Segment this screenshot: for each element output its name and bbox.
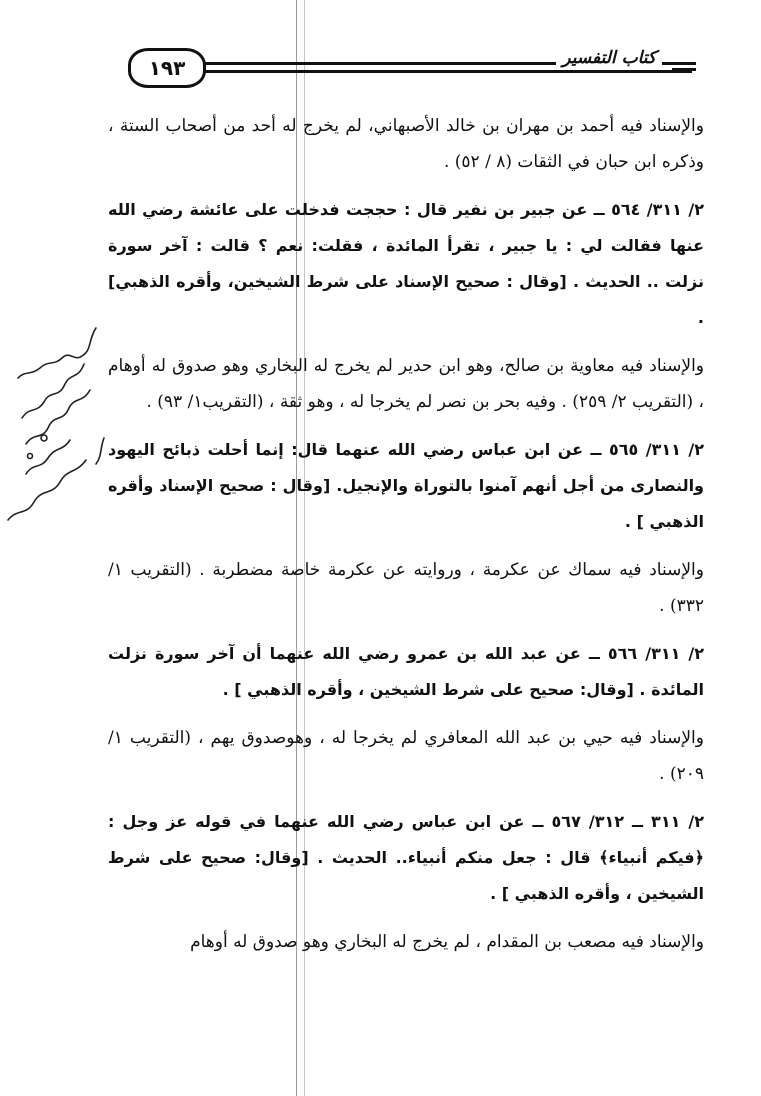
paragraph: والإسناد فيه أحمد بن مهران بن خالد الأصبهاني، لم يخرج له أحد من أصحاب الستة ، وذكره ابن حبان في الثقات (٨ / ٥٢) . — [108, 116, 704, 172]
paragraph: والإسناد فيه معاوية بن صالح، وهو ابن حدير لم يخرج له البخاري وهو صدوق له أوهام ، (التقريب ٢/ ٢٥٩) . وفيه بحر بن نصر لم يخرجا له ، وهو ثقة ، (التقريب١/ ٩٣) . — [108, 356, 705, 412]
paragraph: والإسناد فيه حيي بن عبد الله المعافري لم يخرجا له ، وهوصدوق يهم ، (التقريب ١/ ٢٠٩) . — [108, 728, 704, 784]
hadith-entry: ٢/ ٣١١ ــ ٣١٢/ ٥٦٧ ــ عن ابن عباس رضي الله عنهما في قوله عز وجل : ﴿فيكم أنبياء﴾ قال : جعل منكم أنبياء.. الحديث . [وقال: صحيح على شرط الشيخين ، وأقره الذهبي ] . — [108, 812, 704, 903]
book-title: كتاب التفسير — [556, 48, 662, 68]
hadith-entry: ٢/ ٣١١/ ٥٦٦ ــ عن عبد الله بن عمرو رضي الله عنهما أن آخر سورة نزلت المائدة . [وقال: صحيح على شرط الشيخين ، وأقره الذهبي ] . — [108, 644, 705, 699]
paragraph: والإسناد فيه سماك عن عكرمة ، وروايته عن عكرمة خاصة مضطربة . (التقريب ١/ ٣٣٢) . — [108, 560, 704, 616]
page-body — [108, 108, 704, 960]
hadith-entry: ٢/ ٣١١/ ٥٦٥ ــ عن ابن عباس رضي الله عنهما قال: إنما أحلت ذبائح اليهود والنصارى من أجل أنهم آمنوا بالتوراة والإنجيل. [وقال : صحيح الإسناد وأقره الذهبي ] . — [108, 440, 705, 531]
handwritten-margin-note — [0, 320, 108, 530]
page-number: ١٩٣ — [128, 48, 206, 88]
page-header — [108, 44, 708, 100]
paragraph: والإسناد فيه مصعب بن المقدام ، لم يخرج له البخاري وهو صدوق له أوهام — [190, 932, 704, 952]
header-rule — [178, 70, 692, 73]
header-marks — [672, 62, 696, 76]
handwriting-scribble — [0, 320, 108, 530]
hadith-entry: ٢/ ٣١١/ ٥٦٤ ــ عن جبير بن نفير قال : حججت فدخلت على عائشة رضي الله عنها فقالت لي : يا جبير ، تقرأ المائدة ، فقلت: نعم ؟ قالت : آخر سورة نزلت .. الحديث . [وقال : صحيح الإسناد على شرط الشيخين، وأقره الذهبي] . — [108, 200, 704, 327]
